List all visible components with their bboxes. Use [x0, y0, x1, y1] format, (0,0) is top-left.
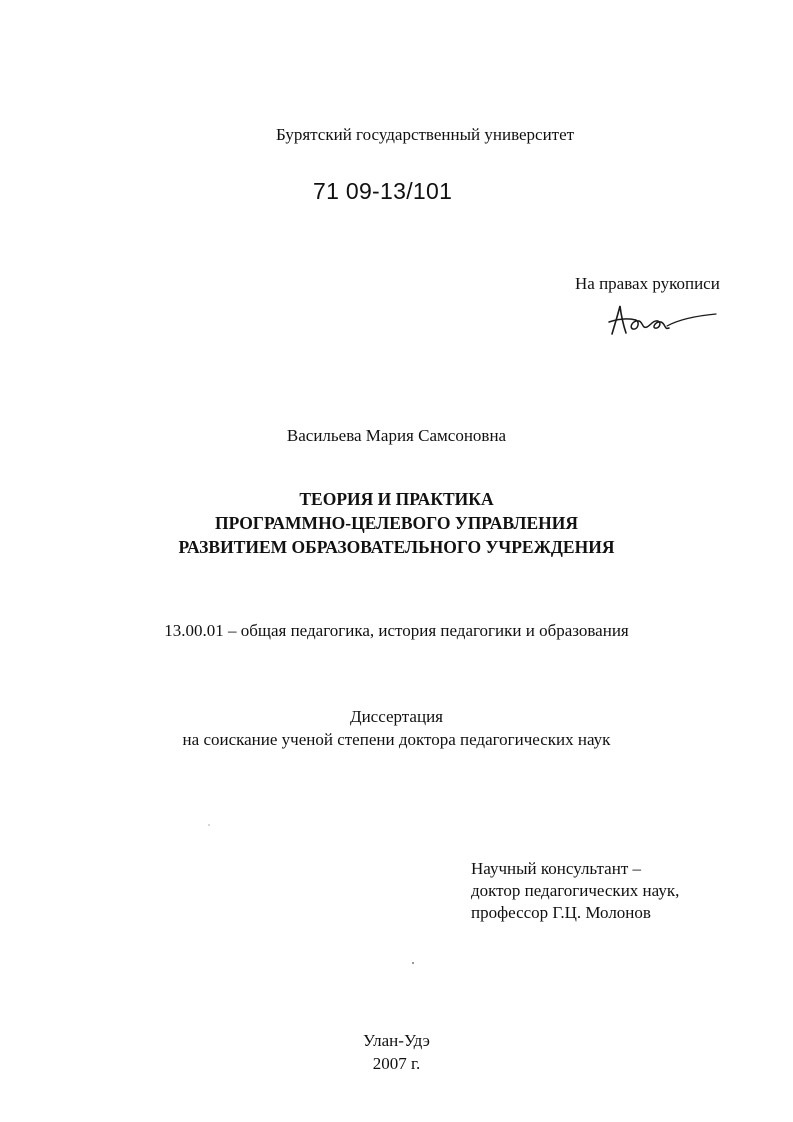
degree-purpose: на соискание ученой степени доктора педагогических наук: [182, 730, 611, 749]
university-name: Бурятский государственный университет: [276, 125, 575, 144]
year: 2007 г.: [372, 1054, 421, 1073]
scan-speck: [208, 824, 210, 826]
archive-code: 71 09-13/101: [313, 178, 453, 204]
consultant-line: профессор Г.Ц. Молонов: [471, 903, 651, 922]
signature-icon: [606, 300, 718, 338]
author-name: Васильева Мария Самсоновна: [286, 426, 507, 445]
specialty-code: 13.00.01 – общая педагогика, история педагогики и образования: [164, 621, 629, 640]
scan-speck: [412, 962, 414, 964]
consultant-line: доктор педагогических наук,: [471, 881, 680, 900]
rights-note: На правах рукописи: [575, 274, 720, 293]
title-line: РАЗВИТИЕМ ОБРАЗОВАТЕЛЬНОГО УЧРЕЖДЕНИЯ: [178, 537, 615, 557]
city: Улан-Удэ: [363, 1031, 430, 1050]
document-type: Диссертация: [349, 707, 443, 726]
consultant-line: Научный консультант –: [471, 859, 641, 878]
title-line: ТЕОРИЯ И ПРАКТИКА: [299, 489, 494, 509]
scientific-consultant: [471, 858, 679, 924]
dissertation-title: [0, 487, 793, 559]
title-line: ПРОГРАММНО-ЦЕЛЕВОГО УПРАВЛЕНИЯ: [215, 513, 578, 533]
